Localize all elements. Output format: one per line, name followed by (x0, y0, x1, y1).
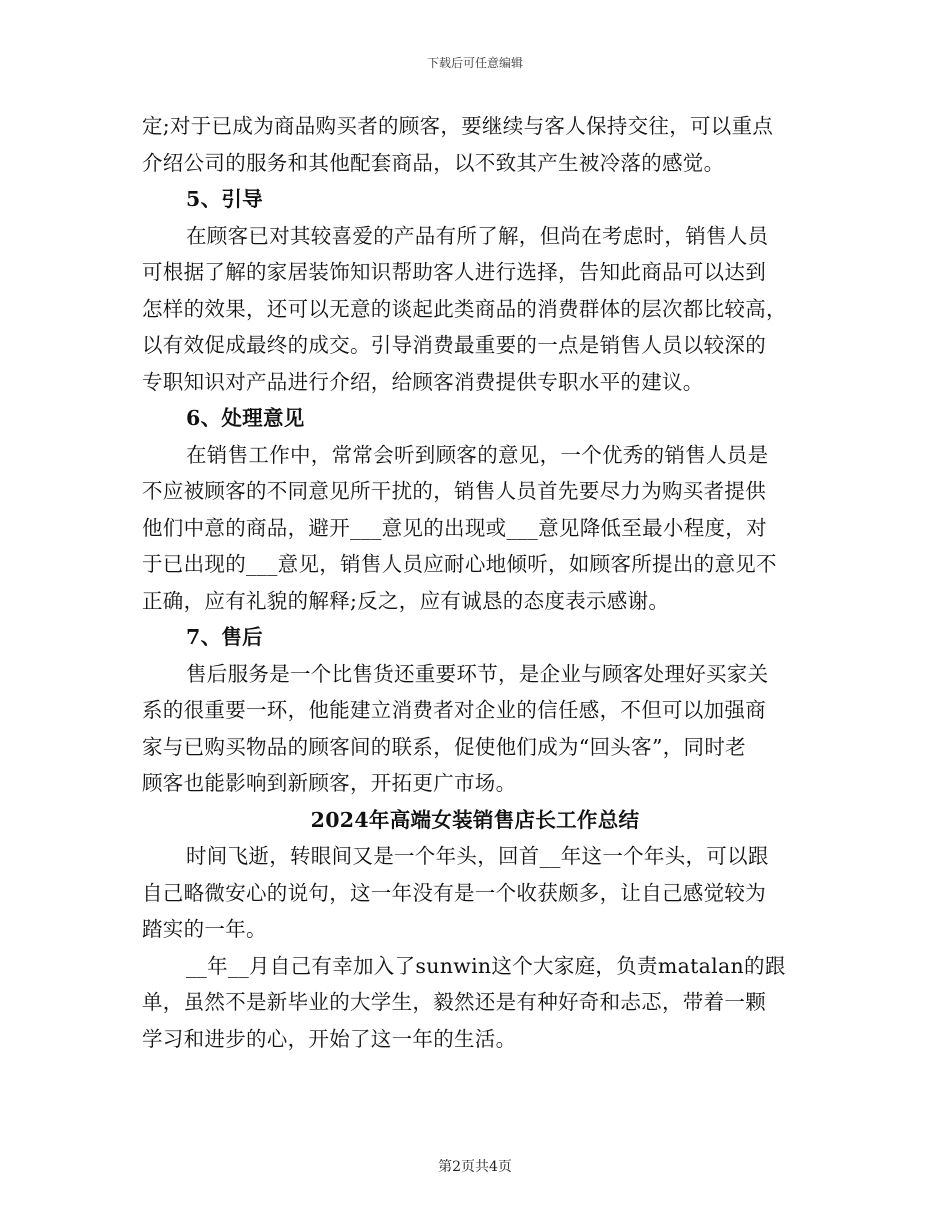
text-line: 单，虽然不是新毕业的大学生，毅然还是有种好奇和忐忑，带着一颗 (142, 990, 766, 1014)
text-line: 时间飞逝，转眼间又是一个年头，回首__年这一个年头，可以跟 (186, 844, 769, 868)
text-line: 学习和进步的心，开始了这一年的生活。 (142, 1026, 517, 1051)
text-line: 在销售工作中，常常会听到顾客的意见，一个优秀的销售人员是 (186, 442, 769, 467)
text-line: 以有效促成最终的成交。引导消费最重要的一点是销售人员以较深的 (142, 333, 766, 357)
paragraph (142, 437, 808, 620)
text-line: 介绍公司的服务和其他配套商品，以不致其产生被冷落的感觉。 (142, 150, 725, 175)
text-line: 专职知识对产品进行介绍，给顾客消费提供专职水平的建议。 (142, 369, 704, 394)
section-heading: 5、引导 (186, 187, 263, 211)
text-line: 踏实的一年。 (142, 917, 267, 941)
text-line: 于已出现的___意见，销售人员应耐心地倾听，如顾客所提出的意见不 (142, 552, 777, 576)
text-line: 怎样的效果，还可以无意的谈起此类商品的消费群体的层次都比较高， (142, 296, 787, 321)
paragraph (142, 838, 808, 948)
text-line: 在顾客已对其较喜爱的产品有所了解，但尚在考虑时，销售人员 (186, 223, 769, 248)
text-line: 顾客也能影响到新顾客，开拓更广市场。 (142, 771, 517, 795)
text-line: 可根据了解的家居装饰知识帮助客人进行选择，告知此商品可以达到 (142, 260, 766, 284)
document-body (142, 108, 808, 1057)
text-line: 系的很重要一环，他能建立消费者对企业的信任感，不但可以加强商 (142, 698, 766, 722)
text-line: __年__月自己有幸加入了sunwin这个大家庭，负责matalan的跟 (186, 953, 786, 978)
text-line: 家与已购买物品的顾客间的联系，促使他们成为“回头客”，同时老 (142, 734, 746, 759)
text-line: 自己略微安心的说句，这一年没有是一个收获颇多，让自己感觉较为 (142, 880, 766, 905)
section-heading: 7、售后 (186, 625, 263, 649)
paragraph (142, 108, 808, 181)
text-line: 不应被顾客的不同意见所干扰的，销售人员首先要尽力为购买者提供 (142, 479, 766, 503)
text-line: 他们中意的商品，避开___意见的出现或___意见降低至最小程度，对 (142, 515, 767, 540)
document-title: 2024年高端女装销售店长工作总结 (310, 807, 640, 832)
paragraph (142, 218, 808, 401)
paragraph (142, 656, 808, 802)
page-header: 下载后可任意编辑 (426, 56, 523, 70)
paragraph (142, 948, 808, 1058)
section-heading: 6、处理意见 (186, 406, 305, 430)
page-footer: 第2页共4页 (438, 1159, 512, 1175)
text-line: 正确，应有礼貌的解释;反之，应有诚恳的态度表示感谢。 (142, 588, 670, 613)
text-line: 定;对于已成为商品购买者的顾客，要继续与客人保持交往，可以重点 (142, 114, 774, 138)
text-line: 售后服务是一个比售货还重要环节，是企业与顾客处理好买家关 (186, 661, 769, 686)
